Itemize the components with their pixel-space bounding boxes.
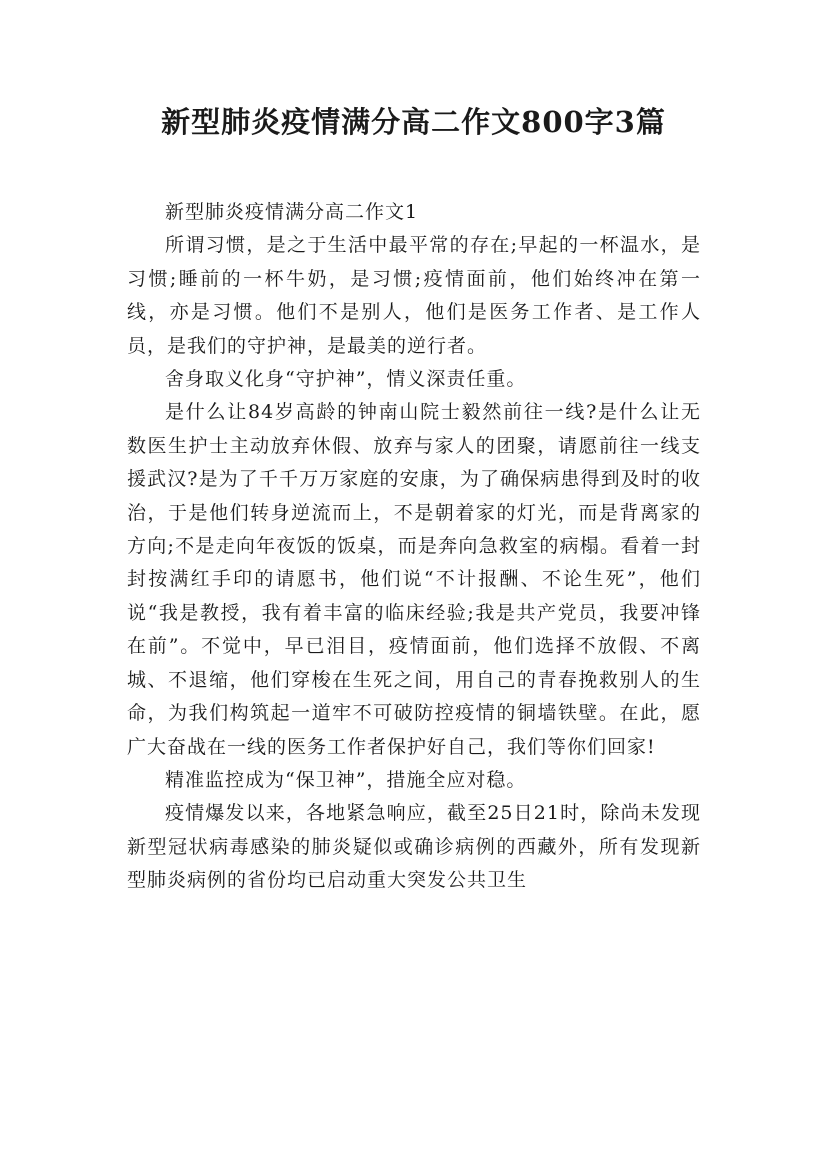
document-body <box>127 196 701 898</box>
body-paragraph: 是什么让84岁高龄的钟南山院士毅然前往一线?是什么让无数医生护士主动放弃休假、放弃与家人的团聚，请愿前往一线支援武汉?是为了千千万万家庭的安康，为了确保病患得到及时的收治，于是他们转身逆流而上，不是朝着家的灯光，而是背离家的方向;不是走向年夜饭的饭桌，而是奔向急救室的病榻。看着一封封按满红手印的请愿书，他们说“不计报酬、不论生死”，他们说“我是教授，我有着丰富的临床经验;我是共产党员，我要冲锋在前”。不觉中，早已泪目，疫情面前，他们选择不放假、不离城、不退缩，他们穿梭在生死之间，用自己的青春挽救别人的生命，为我们构筑起一道牢不可破防控疫情的铜墙铁壁。在此，愿广大奋战在一线的医务工作者保护好自己，我们等你们回家! <box>127 401 701 758</box>
section-heading-paragraph: 舍身取义化身“守护神”，情义深责任重。 <box>165 368 527 391</box>
section-heading-paragraph: 精准监控成为“保卫神”，措施全应对稳。 <box>165 768 527 791</box>
document-title: 新型肺炎疫情满分高二作文800字3篇 <box>161 105 666 139</box>
body-paragraph: 所谓习惯，是之于生活中最平常的存在;早起的一杯温水，是习惯;睡前的一杯牛奶，是习惯;疫情面前，他们始终冲在第一线，亦是习惯。他们不是别人，他们是医务工作者、是工作人员，是我们的守护神，是最美的逆行者。 <box>127 234 701 357</box>
subtitle-paragraph: 新型肺炎疫情满分高二作文1 <box>165 201 419 223</box>
body-paragraph: 疫情爆发以来，各地紧急响应，截至25日21时，除尚未发现新型冠状病毒感染的肺炎疑似或确诊病例的西藏外，所有发现新型肺炎病例的省份均已启动重大突发公共卫生 <box>127 802 701 892</box>
